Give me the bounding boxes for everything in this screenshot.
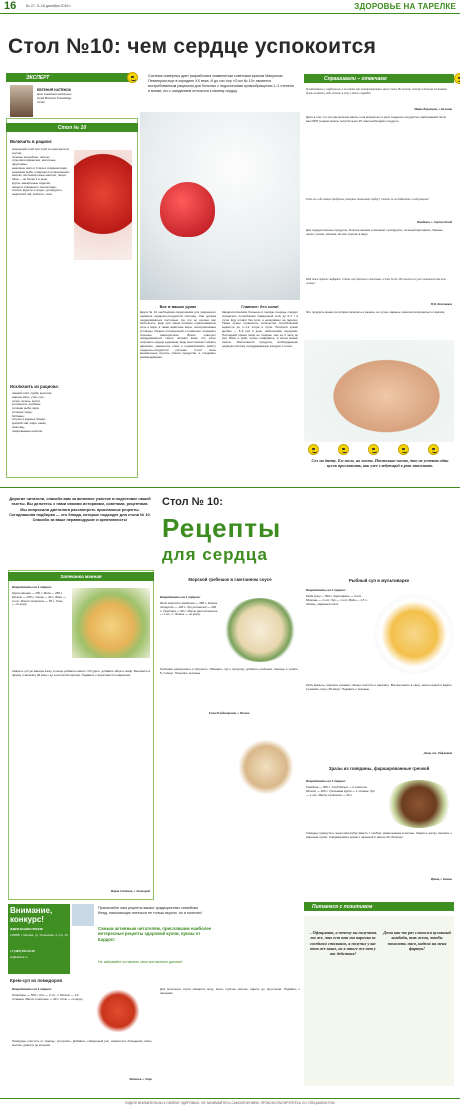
recipe-ingredients: Рыба (хек) — 500 г. Картофель — 3 шт. Морковь — 1 шт. Лук — 1 шт. Вода — 1,5 л. Зелень, лавровый лист. [306, 594, 368, 606]
positive-title: Питаемся с позитивом [304, 902, 454, 911]
article-col1-title: Все в ваших руках [159, 304, 197, 309]
list-item: свежий хлеб, сдоба, выпечка; [12, 391, 52, 395]
recipe-ing-title: Ингредиенты на 1 порцию: [160, 595, 201, 599]
expert-photo [10, 85, 33, 117]
doctor-photo [140, 112, 300, 300]
recipe-text: Гребешки разморозить и обсушить. Обжарить лук и петрушку, добавить гребешки, сметану и тушить 5–7 минут. Посыпать зеленью. [160, 667, 298, 675]
recipe-text: Говядину прокрутить через мясорубку вместе с хлебом, размоченным в молоке. Сварить гречку, смешать с жареным луком. Сформировать зразы с начинкой и запечь 20–30 минут. [306, 831, 452, 839]
recipe-photo [384, 780, 454, 828]
promo-blurb-1: Присылайте нам рецепты ваших традиционных семейных блюд, помогающих питаться не только вкусно, но и полезно! [98, 906, 202, 915]
promo-blurb-3: Не забывайте оставлять свои контактные данные! [98, 960, 183, 964]
smiley-icon [127, 72, 138, 83]
divider [0, 487, 460, 488]
exclude-list [12, 392, 72, 433]
recipe-author: Елена Владимировна, г. Москва [208, 711, 250, 715]
list-item: солёная рыба, икра; [12, 406, 40, 411]
list-item: супы вегетарианские, молочные, фруктовые; [12, 158, 57, 167]
recipe-title: Зразы из говядины, фаршированные гречкой [328, 766, 430, 771]
recipe-photo [72, 588, 150, 658]
qa-author-2: Венедикт, г. Сергиев Посад [416, 220, 452, 224]
promo-blurb-2: Самым активным читателям, приславшим наиболее интересные рецепты здоровой кухни, призы от Кардос! [98, 926, 212, 942]
qa-question-3: Мой отец перенес инфаркт. Сейчас ему диетолог советовал «Стол №10». Но можно ли уже питаться так всю жизнь? [306, 277, 446, 285]
exclude-title: Исключить из рациона: [10, 384, 60, 389]
positive-joke-1: – Официант, а почему вы получить то же, что ест вот та парочка за соседним столиком, я получил у вас тот же заказ, но в итоге же нет у вас действия! [309, 930, 377, 956]
list-item: бобовые; [12, 413, 25, 418]
page-title: Стол №10: чем сердце успокоится [8, 35, 377, 58]
list-item: вчерашний хлеб или хлеб из муки высших сортов; [12, 147, 70, 155]
promo-phone: +7 (495) 502-20-00 [10, 949, 35, 953]
recipe-text: Помидоры очистить от кожицы, протушить. Добавить отваренный рис, измельчить блендером, влить молоко, довести до кипения. [12, 1039, 152, 1047]
smiley-icon [338, 444, 349, 455]
list-item: яйца — не более 1 в день; [12, 177, 48, 182]
joke-text: Сел на диету. Ем мало, но часто. Настолько часто, что не успеваю один кусок проглотить, как уже следующий в рот запихиваю. [311, 458, 449, 469]
diet-box-title: Стол № 10 [6, 123, 138, 132]
recipe-title: Крем-суп из помидоров [10, 978, 63, 983]
recipe-ing-title: Ингредиенты на 4 порции: [12, 585, 52, 589]
smiley-icon [308, 444, 319, 455]
recipe-ingredients: Помидоры — 500 г. Рис — 2 ст. л. Молоко — 1/2 стакана. Масло сливочное — 30 г. Соль — по вкусу. [12, 993, 84, 1001]
list-item: солёные сыры; [12, 409, 33, 414]
expert-role: врач семейной медицины Israel Bonicam Knowledge center [37, 92, 72, 104]
heart-illustration [74, 150, 132, 260]
recipe-text: Сварить густую манную кашу, в конце добавить масло. Остудить, добавить яйца и сахар. Выложить в форму и запекать 30 минут до золотистой корочки. Подавать с фруктами или вареньем. [12, 669, 150, 677]
footer-note: БУДЬТЕ ВНИМАТЕЛЬНЫ К СВОЕМУ ЗДОРОВЬЮ. НЕ ЗАНИМАЙТЕСЬ САМОЛЕЧЕНИЕМ, ПРОКОНСУЛЬТИРУЙТЕСЬ СО СПЕЦИАЛИСТОМ [0, 1098, 460, 1107]
recipe-photo [222, 598, 298, 662]
smiley-icon [454, 73, 460, 84]
recipe-title: Морской гребешок в сметанном соусе [188, 577, 272, 582]
recipe-title: Рыбный суп в мультиварке [348, 578, 410, 583]
expert-name: ЕВГЕНИЯ НАТЯЖОК [37, 88, 72, 92]
recipe-text-continued: Для молочного соуса обжарить муку, влить горячее молоко, варить до загустения. Подавать с овощами. [160, 987, 300, 995]
qa-question-1: Я наблюдаюсь у кардиолога, и он сказал мне контролировать массу тела. Но почему, почему я должна постоянно быть на диете, ведь лечить я хочу у меня в порядке! [306, 87, 448, 95]
qa-question-2: Есть ли в еде такие продукты, которые помогают сердцу? Стоит ли их добавлять в свой рацион? [306, 197, 430, 201]
smiley-icon [398, 444, 409, 455]
qa-title: Спрашивали – отвечаем [304, 74, 454, 83]
list-item: молоко, кисломолочные напитки, творог; [12, 173, 68, 178]
list-item: почки, печень, мозги; [12, 398, 41, 403]
tape-measure-photo [304, 340, 454, 442]
smiley-icon [428, 444, 439, 455]
list-item: газированные напитки. [12, 428, 43, 433]
envelope-icon [72, 904, 94, 926]
intro-text: Система номерных диет разработана знаменитым советским врачом Мануилом Певзнером еще в середине XX века. И до сих пор «Стол № 10» является востребованным рационом для больных с недостатками кровообращения 1–2 степени и всеми, кто с ожиданием относится к своему сердцу. [148, 74, 294, 93]
recipe-author: Мария Семёнова, г. Зеленоград [110, 889, 150, 893]
list-item: крепкий чай, кофе, какао; [12, 421, 47, 426]
recipes-title-small: Стол № 10: [162, 496, 223, 508]
recipe-ingredients: Филе морского гребешка — 300 г. Корень петрушки — 100 г. Лук репчатый — 100 г. Сметана — 60 г. Масло растительное — 2 ст. л. Зелень — по вкусу. [160, 601, 218, 617]
list-item: шоколад; [12, 424, 25, 429]
list-item: жирное мясо, утка, гусь; [12, 394, 45, 399]
list-item: печенье несдобное, галеты; [12, 154, 50, 159]
promo-address-title: ЖДЕМ ВАШИХ ПИСЕМ! [10, 927, 44, 931]
promo-title: Внимание, конкурс! [10, 906, 53, 924]
top-bar [0, 0, 460, 14]
article-col2-text: Кардиологическим больным в первую очередь следует ограничить потребление поваренной соли до 5–7 г в сутки. Еду готовят без соли, а досаливают на тарелке. Также нужно ограничить количество потребляемой жидкости до 1–1,2 литра в сутки. Питаться нужно дробно — 5–6 раз в день, небольшими порциями. Последний прием пищи не позднее чем за 3 часа до сна. Мясо и рыбу лучше отваривать, а затем можно запечь. Исключаются продукты, возбуждающие нервную систему и раздражающие желудок и почки. [222, 310, 298, 348]
promo-address: 115088, г. Москва, ул. Угрешская, 2, стр. 15 [10, 933, 68, 937]
qa-answer-3: Эти продукты можно регулярно включать в рацион, но лучше заранее проконсультироваться с врачом. [306, 310, 446, 314]
recipe-photo [374, 594, 454, 674]
recipe-ing-title: Ингредиенты на 4 порции: [306, 779, 346, 783]
recipe-title: Запеканка манная [8, 572, 154, 581]
recipes-title-big: Рецепты [162, 513, 282, 543]
heart-shape [160, 182, 215, 237]
recipe-author: Наталья, г. Тверь [129, 1077, 152, 1081]
list-item: овощи в отварном и сыром виде; [12, 184, 57, 189]
fish-dish-photo [232, 736, 300, 798]
recipe-author: Даша, пос. Редукиный [423, 751, 452, 755]
page-number: 16 [4, 0, 17, 12]
include-list [12, 148, 72, 197]
promo-email: pr@kardos.ru [10, 955, 28, 959]
article-col2-title: Главное: без соли! [241, 304, 279, 309]
positive-joke-2: Дома как-то раз сломался кухонный комбайн, так жена, чтобы помолоть мясо, надела на меня фартук! [383, 930, 451, 951]
issue-date: № 27, 5–18 декабря 2016 г. [26, 4, 72, 8]
include-title: Включить в рацион: [10, 139, 53, 144]
article-col1-text: Диета № 10 необходима сердечникам для умеренного щажения сердечно-сосудистой системы. Она должна поддерживаться постоянно. Но это не должно вас беспокоить, ведь при таком питании ограничиваются соль и вода, а также животные жиры, легкоусвояемые углеводы. Рацион полноценный и позволяет сохранять хорошее самочувствие. Врачи советуют придерживаться такого питания всем, кто хочет сохранить сердце здоровым, ведь она помогает снизить давление, уменьшить отеки и нормализовать работу сердечно-сосудистой системы. Стоит лишь внимательно изучить списки продуктов, и следовать рекомендациям. [140, 310, 216, 360]
list-item: крупы, макаронные изделия; [12, 180, 51, 185]
list-item: некрепкий чай, компоты, соки. [12, 192, 53, 197]
list-item: спелые фрукты и ягоды, сухофрукты; [12, 188, 63, 193]
recipe-ing-title: Ингредиенты на 4 порции: [306, 588, 346, 592]
qa-author-1: Мария Воронцова, г. Коломна [414, 107, 452, 111]
recipe-ing-title: Ингредиенты на 4 порции: [12, 987, 52, 991]
recipe-author: Ирина, г. Казань [430, 877, 452, 881]
smiley-row [308, 444, 439, 456]
qa-answer-1: Дело в том, что при увеличении массы тела возрастает и риск сердечно-сосудистых заболеваний. Если ваш ИМТ (индекс массы тела) больше 25, вам необходимо похудеть. [306, 115, 447, 123]
recipe-photo [92, 986, 144, 1036]
recipe-text: Рыбу вымыть, порезать кусками. Овощи очистить и нарезать. Всё выложить в чашу, залить водой и варить в режиме «Суп» 60 минут. Подавать с зеленью. [306, 683, 452, 691]
list-item: нежирное мясо и птица в отварном виде; [12, 165, 68, 170]
list-item: нежирная рыба, отварная или запечённая; [12, 169, 70, 174]
recipe-ingredients: Крупа манная — 150 г. Вода — 450 г. Молоко — 450 г. Сахар — 40 г. Яйцо — 2 шт. Масло сливочное — 50 г. Соль — по вкусу. [12, 591, 66, 607]
recipes-intro: Дорогие читатели, спасибо вам за активное участие в подготовке нашей газеты. Вы делитесь с нами своими историями, советами, рецептами. Мы попросили диетолога рассмотреть присланные рецепты. Сегодняшняя подборка — это блюда, которые подходят для стола № 10. Спасибо за ваше неравнодушие и креативность! [9, 496, 151, 523]
expert-label: ЭКСПЕРТ [6, 73, 136, 82]
recipes-title-big2: для сердца [162, 545, 269, 564]
list-item: копчёности, колбасы; [12, 402, 41, 407]
list-item: острые и жирные блюда; [12, 417, 46, 422]
qa-author-3: Н.В. Железняков [430, 302, 452, 306]
smiley-icon [368, 444, 379, 455]
qa-answer-2: Для сердца полезны продукты, богатые калием и магнием: сухофрукты, печеный картофель, бананы, орехи, гречка, овсянка. Но все хорошо в меру. [306, 228, 444, 236]
section-title: ЗДОРОВЬЕ НА ТАРЕЛКЕ [354, 2, 456, 11]
recipe-ingredients: Говядина — 500 г. Хлеб белый — 2 ломтика. Молоко — 200 г. Гречневая крупа — 1 стакан. Лук — 1 шт. Масло сливочное — 20 г. [306, 785, 375, 797]
